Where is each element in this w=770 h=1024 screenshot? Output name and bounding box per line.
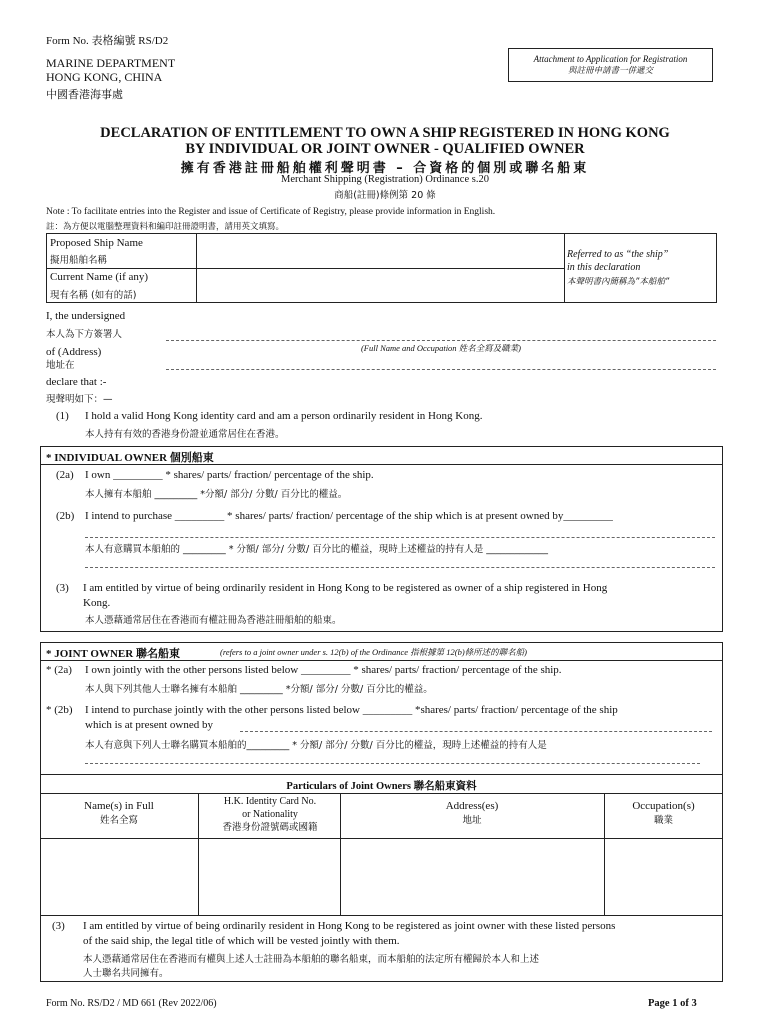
joint-owner-address-cell[interactable] <box>342 840 603 913</box>
individual-2b-text: I intend to purchase _________ * shares/ parts/ fraction/ percentage of the ship which is at present owned by_________ <box>85 510 613 522</box>
joint-2b-owner-line-2[interactable] <box>85 763 700 764</box>
ship-reference-note-zh: 本聲明書內簡稱為”本船舶” <box>567 277 670 287</box>
current-name-field[interactable] <box>198 270 562 301</box>
proposed-ship-name-label: Proposed Ship Name <box>50 237 143 249</box>
form-number: Form No. 表格編號 RS/D2 <box>46 35 169 47</box>
current-name-label: Current Name (if any) <box>50 271 149 283</box>
col-header-name-en: Name(s) in Full <box>84 800 154 812</box>
note-text: Note : To facilitate entries into the Register and issue of Certificate of Registry, please provide information in English. <box>46 207 496 217</box>
attachment-note: Attachment to Application for Registration <box>533 54 688 64</box>
individual-2a-text-zh: 本人擁有本船舶 _________ *分額/ 部分/ 分數/ 百分比的權益。 <box>85 489 348 500</box>
col-header-id-zh: 香港身份證號碼或國籍 <box>222 822 318 833</box>
declare-label-zh: 現聲明如下：— <box>46 394 113 405</box>
footer-form-number: Form No. RS/D2 / MD 661 (Rev 2022/06) <box>46 998 217 1009</box>
individual-2b-number: (2b) <box>56 510 75 522</box>
department-name-zh: 中國香港海事處 <box>46 88 123 101</box>
individual-3-number: (3) <box>56 582 69 594</box>
full-name-caption: (Full Name and Occupation 姓名全寫及職業) <box>360 343 522 353</box>
ship-reference-note: Referred to as “the ship” <box>567 249 669 260</box>
declare-label: declare that :- <box>46 376 107 388</box>
col-header-address-zh: 地址 <box>462 815 482 826</box>
col-header-id-en: H.K. Identity Card No. or Nationality <box>223 796 317 820</box>
undersigned-label-zh: 本人為下方簽署人 <box>46 329 123 340</box>
col-header-address-en: Address(es) <box>445 800 499 812</box>
individual-2b-text-zh: 本人有意購買本船舶的 _________ * 分額/ 部分/ 分數/ 百分比的權益，現時上述權益的持有人是 _____________ <box>85 544 548 555</box>
joint-2b-text-2: which is at present owned by <box>85 719 213 731</box>
clause-1-text-zh: 本人持有有效的香港身份證並通常居住在香港。 <box>85 429 285 440</box>
full-name-line[interactable] <box>166 340 716 341</box>
joint-owner-header-note: (refers to a joint owner under s. 12(b) of the Ordinance 指根據第 12(b)條所述的聯名船) <box>220 647 527 657</box>
undersigned-label: I, the undersigned <box>46 310 126 322</box>
individual-2b-owner-line-2[interactable] <box>85 567 715 568</box>
col-header-address <box>340 800 604 826</box>
attachment-note-zh: 與註冊申請書一併遞交 <box>567 66 653 76</box>
joint-2a-text: I own jointly with the other persons listed below _________ * shares/ parts/ fraction/ percentage of the ship. <box>85 664 562 676</box>
col-header-occupation-zh: 職業 <box>653 815 673 826</box>
clause-1-number: (1) <box>56 410 69 422</box>
joint-owner-occupation-cell[interactable] <box>606 840 722 913</box>
address-label: of (Address) <box>46 346 102 358</box>
joint-3-text: I am entitled by virtue of being ordinarily resident in Hong Kong to be registered as joint owner with these listed persons <box>83 920 616 932</box>
proposed-ship-name-field[interactable] <box>198 235 562 266</box>
joint-3-text-2: of the said ship, the legal title of which will be vested jointly with them. <box>83 935 400 947</box>
joint-3-text-zh: 本人憑藉通常居住在香港而有權與上述人士註冊為本船舶的聯名船東，而本船舶的法定所有權歸於本人和上述 <box>83 954 540 965</box>
department-name: MARINE DEPARTMENT <box>46 56 176 70</box>
individual-3-text-2: Kong. <box>83 597 111 609</box>
individual-2a-number: (2a) <box>56 469 74 481</box>
joint-owner-id-cell[interactable] <box>200 840 339 913</box>
attachment-box <box>508 48 713 82</box>
form-subtitle: BY INDIVIDUAL OR JOINT OWNER - QUALIFIED OWNER <box>185 141 585 157</box>
note-text-zh: 註：為方便以電腦整理資料和編印註冊證明書，請用英文填寫。 <box>46 222 285 232</box>
joint-owner-header: * JOINT OWNER 聯名船東 <box>46 648 180 660</box>
page-number: Page 1 of 3 <box>648 998 697 1009</box>
department-location: HONG KONG, CHINA <box>46 70 163 84</box>
individual-3-text-zh: 本人憑藉通常居住在香港而有權註冊為香港註冊船舶的船東。 <box>85 615 342 626</box>
joint-2b-text: I intend to purchase jointly with the other persons listed below _________ *shares/ parts/ fraction/ percentage of the ship <box>85 704 618 716</box>
joint-2b-number: * (2b) <box>46 704 73 716</box>
current-name-label-zh: 現有名稱 (如有的話) <box>50 290 137 301</box>
individual-owner-header: * INDIVIDUAL OWNER 個別船東 <box>46 452 214 464</box>
individual-3-text: I am entitled by virtue of being ordinarily resident in Hong Kong to be registered as owner of a ship registered in Hong <box>83 582 608 594</box>
form-title: DECLARATION OF ENTITLEMENT TO OWN A SHIP REGISTERED IN HONG KONG <box>100 125 670 141</box>
col-header-id <box>200 795 340 834</box>
ordinance-ref: Merchant Shipping (Registration) Ordinance s.20 <box>281 174 489 185</box>
col-header-name <box>40 800 198 826</box>
joint-2a-text-zh: 本人與下列其他人士聯名擁有本船舶 _________ *分額/ 部分/ 分數/ 百分比的權益。 <box>85 684 433 695</box>
address-label-zh: 地址在 <box>46 360 75 371</box>
proposed-ship-name-label-zh: 擬用船舶名稱 <box>50 255 108 266</box>
individual-2a-text: I own _________ * shares/ parts/ fraction/ percentage of the ship. <box>85 469 374 481</box>
col-header-occupation-en: Occupation(s) <box>632 800 695 812</box>
address-line[interactable] <box>166 369 716 370</box>
ship-reference-note-2: in this declaration <box>567 262 641 273</box>
clause-1-text: I hold a valid Hong Kong identity card and am a person ordinarily resident in Hong Kong. <box>85 410 483 422</box>
joint-2b-text-zh: 本人有意與下列人士聯名購買本船舶的_________ * 分額/ 部分/ 分數/ 百分比的權益，現時上述權益的持有人是 <box>85 740 547 751</box>
form-title-zh: 擁有香港註冊船舶權利聲明書 – 合資格的個別或聯名船東 <box>180 161 590 176</box>
joint-3-text-zh-2: 人士聯名共同擁有。 <box>83 968 169 979</box>
ordinance-ref-zh: 商船(註冊)條例第 20 條 <box>334 190 436 201</box>
joint-2a-number: * (2a) <box>46 664 72 676</box>
particulars-heading: Particulars of Joint Owners 聯名船東資料 <box>286 781 477 792</box>
col-header-name-zh: 姓名全寫 <box>99 815 138 826</box>
col-header-occupation <box>604 800 723 826</box>
individual-2b-owner-line[interactable] <box>85 537 715 538</box>
joint-3-number: (3) <box>52 920 65 932</box>
joint-2b-owner-line[interactable] <box>240 731 712 732</box>
joint-owner-name-cell[interactable] <box>42 840 197 913</box>
